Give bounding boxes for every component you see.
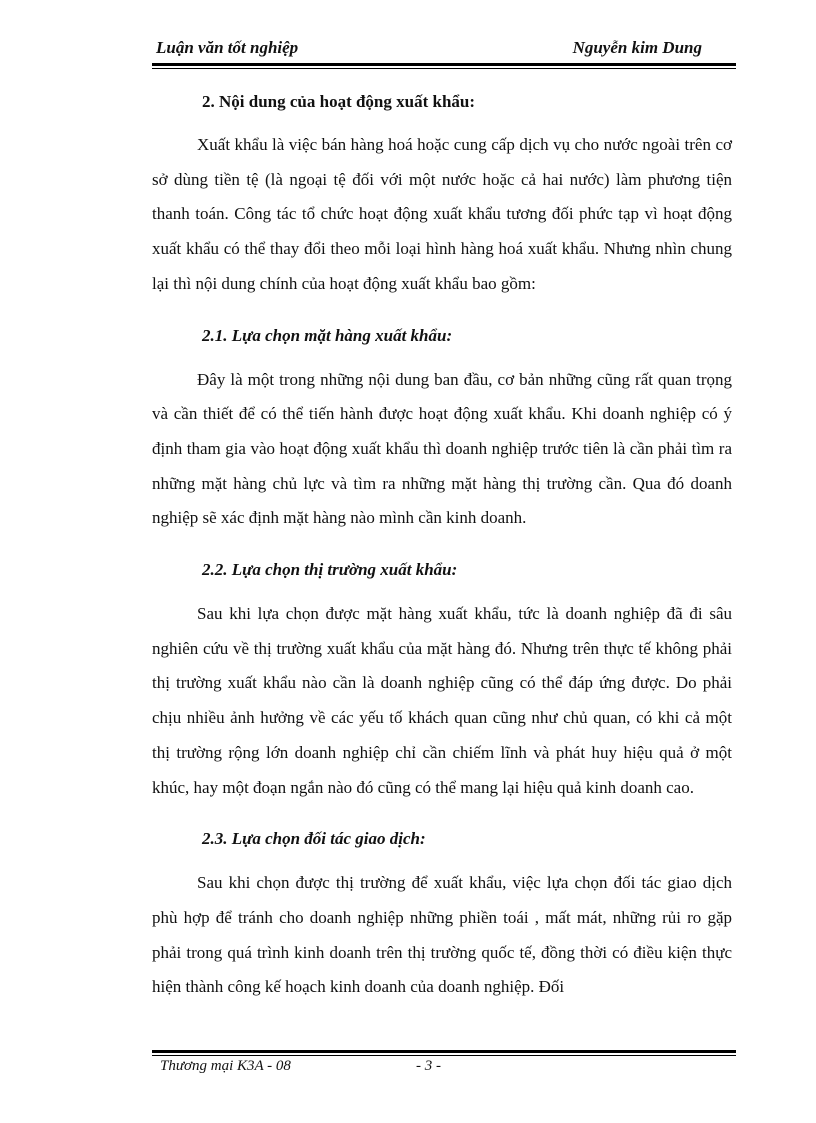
subsection-heading-2-3: 2.3. Lựa chọn đối tác giao dịch:	[202, 829, 426, 849]
section-intro-paragraph: Xuất khẩu là việc bán hàng hoá hoặc cung cấp dịch vụ cho nước ngoài trên cơ sở dùng tiền tệ (là ngoại tệ đối với một nước hoặc cả hai nước) làm phương tiện thanh toán. Công tác tổ chức hoạt động xuất khẩu tương đối phức tạp vì hoạt động xuất khẩu có thể thay đổi theo mỗi loại hình hàng hoá xuất khẩu. Nhưng nhìn chung lại thì nội dung chính của hoạt động xuất khẩu bao gồm:	[152, 135, 732, 293]
header-author-name: Nguyễn kim Dung	[572, 38, 702, 57]
page-number: - 3 -	[416, 1058, 441, 1074]
subsection-paragraph-2-1: Đây là một trong những nội dung ban đầu, cơ bản những cũng rất quan trọng và cần thiết để có thể tiến hành được hoạt động xuất khẩu. Khi doanh nghiệp có ý định tham gia vào hoạt động xuất khẩu thì doanh nghiệp trước tiên là cần phải tìm ra những mặt hàng chủ lực và tìm ra những mặt hàng thị trường cần. Qua đó doanh nghiệp sẽ xác định mặt hàng nào mình cần kinh doanh.	[152, 369, 732, 528]
header-rule-thick	[152, 63, 736, 66]
footer-rule-thick	[152, 1050, 736, 1053]
section-heading: 2. Nội dung của hoạt động xuất khẩu:	[202, 92, 476, 111]
subsection-heading-2-2: 2.2. Lựa chọn thị trường xuất khẩu:	[202, 560, 458, 580]
subsection-paragraph-2-3: Sau khi chọn được thị trường để xuất khẩu, việc lựa chọn đối tác giao dịch phù hợp để tránh cho doanh nghiệp những phiền toái , mất mát, những rủi ro gặp phải trong quá trình kinh doanh trên thị trường quốc tế, đồng thời có điều kiện thực hiện thành công kế hoạch kinh doanh của doanh nghiệp. Đối	[152, 873, 732, 997]
subsection-heading-2-1: 2.1. Lựa chọn mặt hàng xuất khẩu:	[202, 325, 453, 345]
page-body	[152, 90, 732, 1005]
header-thesis-title: Luận văn tốt nghiệp	[156, 38, 299, 57]
page-footer	[152, 1058, 736, 1078]
header-rule-thin	[152, 68, 736, 69]
subsection-paragraph-2-2: Sau khi lựa chọn được mặt hàng xuất khẩu, tức là doanh nghiệp đã đi sâu nghiên cứu về thị trường xuất khẩu của mặt hàng đó. Nhưng trên thực tế không phải thị trường xuất khẩu nào cần là doanh nghiệp cũng có thể đáp ứng được. Do phải chịu nhiều ảnh hưởng về các yếu tố khách quan cũng như chủ quan, có khi cả một thị trường rộng lớn doanh nghiệp chỉ cần chiếm lĩnh và phát huy hiệu quả ở một khúc, hay một đoạn ngắn nào đó cũng có thể mang lại hiệu quả kinh doanh cao.	[152, 604, 732, 797]
footer-rule-thin	[152, 1055, 736, 1056]
page-header	[152, 38, 736, 62]
footer-class-label: Thương mại K3A - 08	[160, 1058, 291, 1074]
